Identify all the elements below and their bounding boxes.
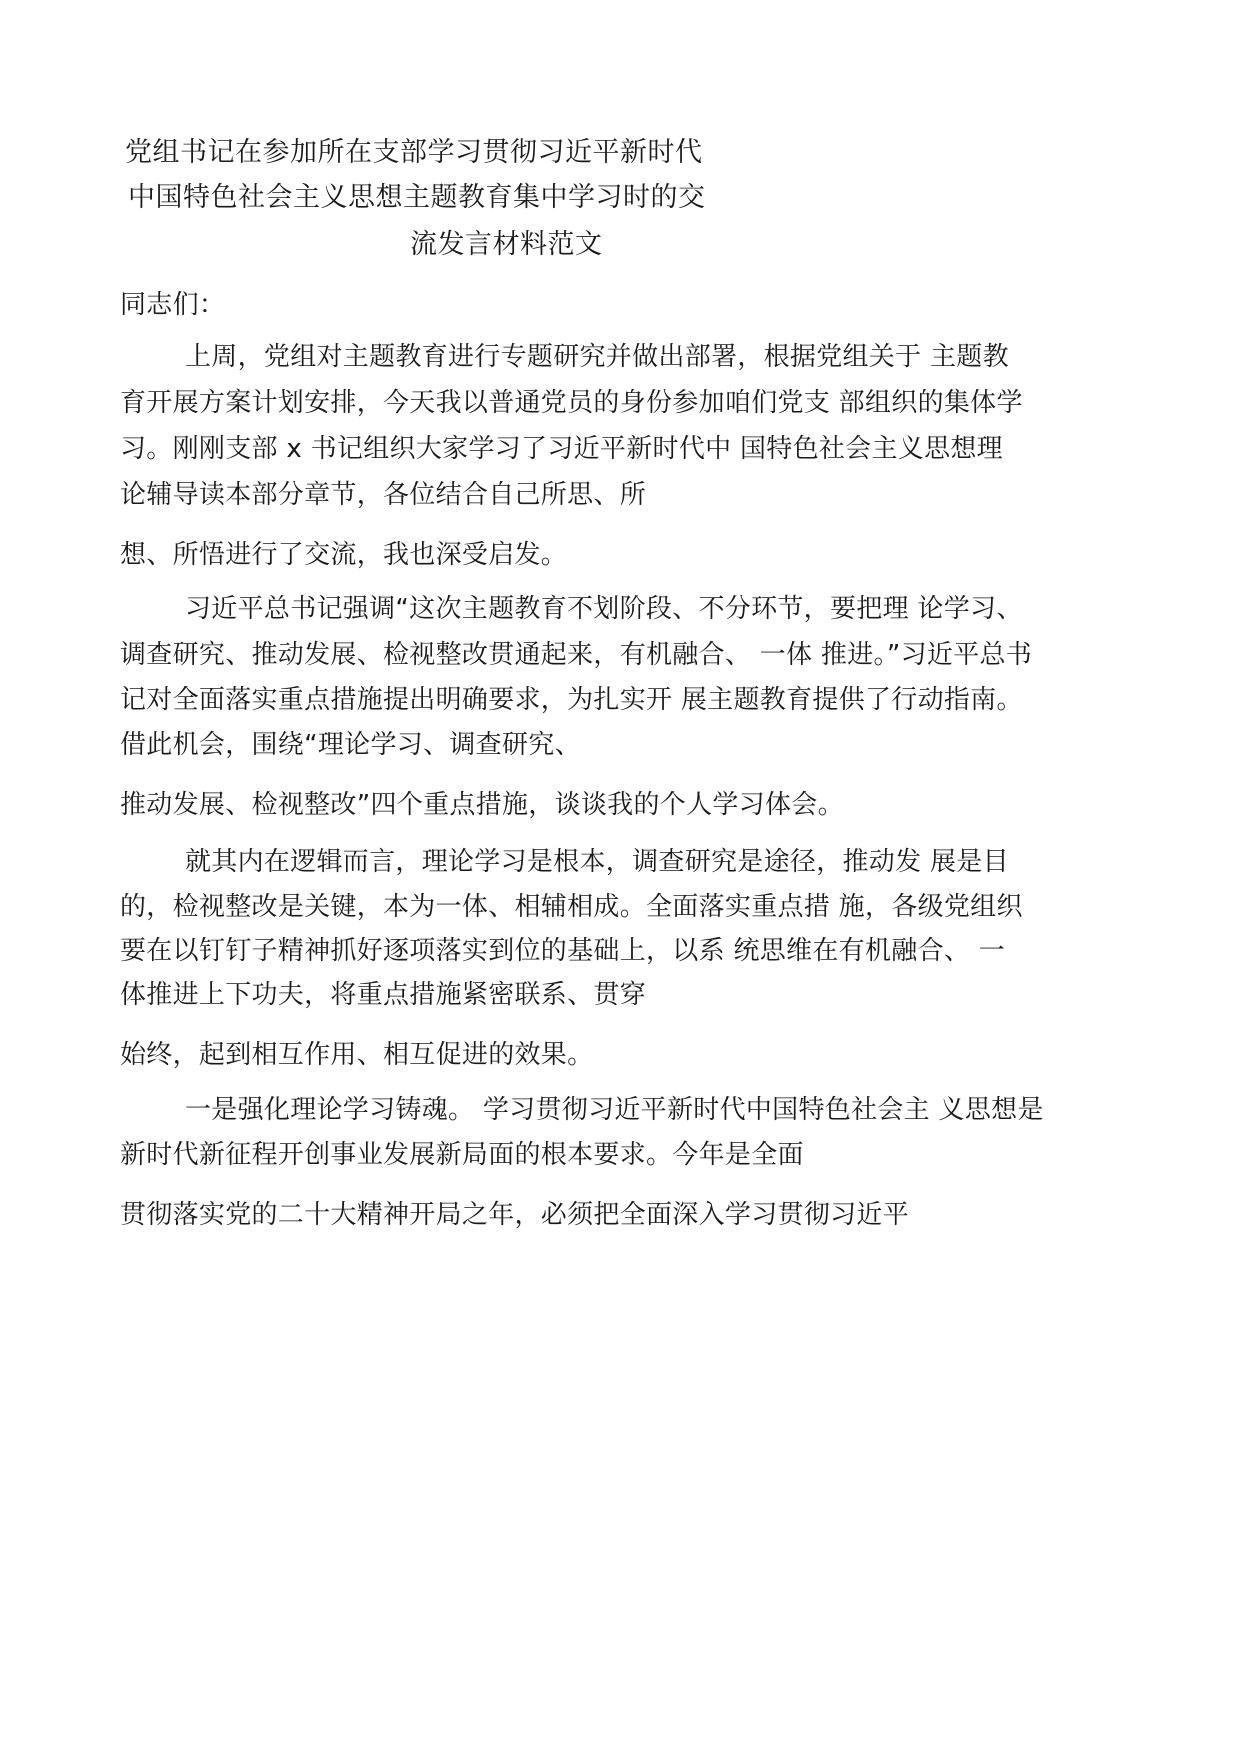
paragraph-3-line-5: 始终，起到相互作用、相互促进的效果。	[120, 1040, 594, 1070]
salutation: 同志们：	[120, 290, 226, 320]
paragraph-3-line-3: 要在以钉钉子精神抓好逐项落实到位的基础上，以系 统思维在有机融合、 一	[120, 936, 1006, 966]
paragraph-2-line-4: 借此机会，围绕“理论学习、调查研究、	[120, 730, 581, 760]
paragraph-4-line-2: 新时代新征程开创事业发展新局面的根本要求。今年是全面	[120, 1140, 804, 1170]
paragraph-1-line-3: 习。刚刚支部 x 书记组织大家学习了习近平新时代中 国特色社会主义思想理	[120, 434, 1003, 464]
document-title-line-1: 党组书记在参加所在支部学习贯彻习近平新时代	[125, 137, 703, 168]
paragraph-4-line-1: 一是强化理论学习铸魂。 学习贯彻习近平新时代中国特色社会主 义思想是	[185, 1095, 1044, 1125]
paragraph-2-line-2: 调查研究、推动发展、检视整改贯通起来，有机融合、 一体 推进。”习近平总书	[120, 640, 1033, 670]
paragraph-3-line-2: 的，检视整改是关键，本为一体、相辅相成。全面落实重点措 施，各级党组织	[120, 892, 1023, 922]
document-title-line-2: 中国特色社会主义思想主题教育集中学习时的交	[128, 182, 706, 213]
paragraph-1-line-5: 想、所悟进行了交流，我也深受启发。	[120, 540, 568, 570]
document-title-line-3: 流发言材料范文	[410, 229, 603, 260]
paragraph-1-line-4: 论辅导读本部分章节，各位结合自己所思、所	[120, 480, 647, 510]
paragraph-4-line-3: 贯彻落实党的二十大精神开局之年，必须把全面深入学习贯彻习近平	[120, 1200, 910, 1230]
paragraph-1-line-1: 上周，党组对主题教育进行专题研究并做出部署，根据党组关于 主题教	[185, 342, 1009, 372]
paragraph-1-line-2: 育开展方案计划安排，今天我以普通党员的身份参加咱们党支 部组织的集体学	[120, 388, 1023, 418]
paragraph-3-line-4: 体推进上下功夫，将重点措施紧密联系、贯穿	[120, 980, 647, 1010]
paragraph-2-line-5: 推动发展、检视整改”四个重点措施，谈谈我的个人学习体会。	[120, 790, 844, 820]
paragraph-2-line-1: 习近平总书记强调“这次主题教育不划阶段、不分环节，要把理 论学习、	[185, 594, 1023, 624]
paragraph-3-line-1: 就其内在逻辑而言，理论学习是根本，调查研究是途径，推动发 展是目	[185, 847, 1009, 877]
paragraph-2-line-3: 记对全面落实重点措施提出明确要求，为扎实开 展主题教育提供了行动指南。	[120, 685, 1023, 715]
